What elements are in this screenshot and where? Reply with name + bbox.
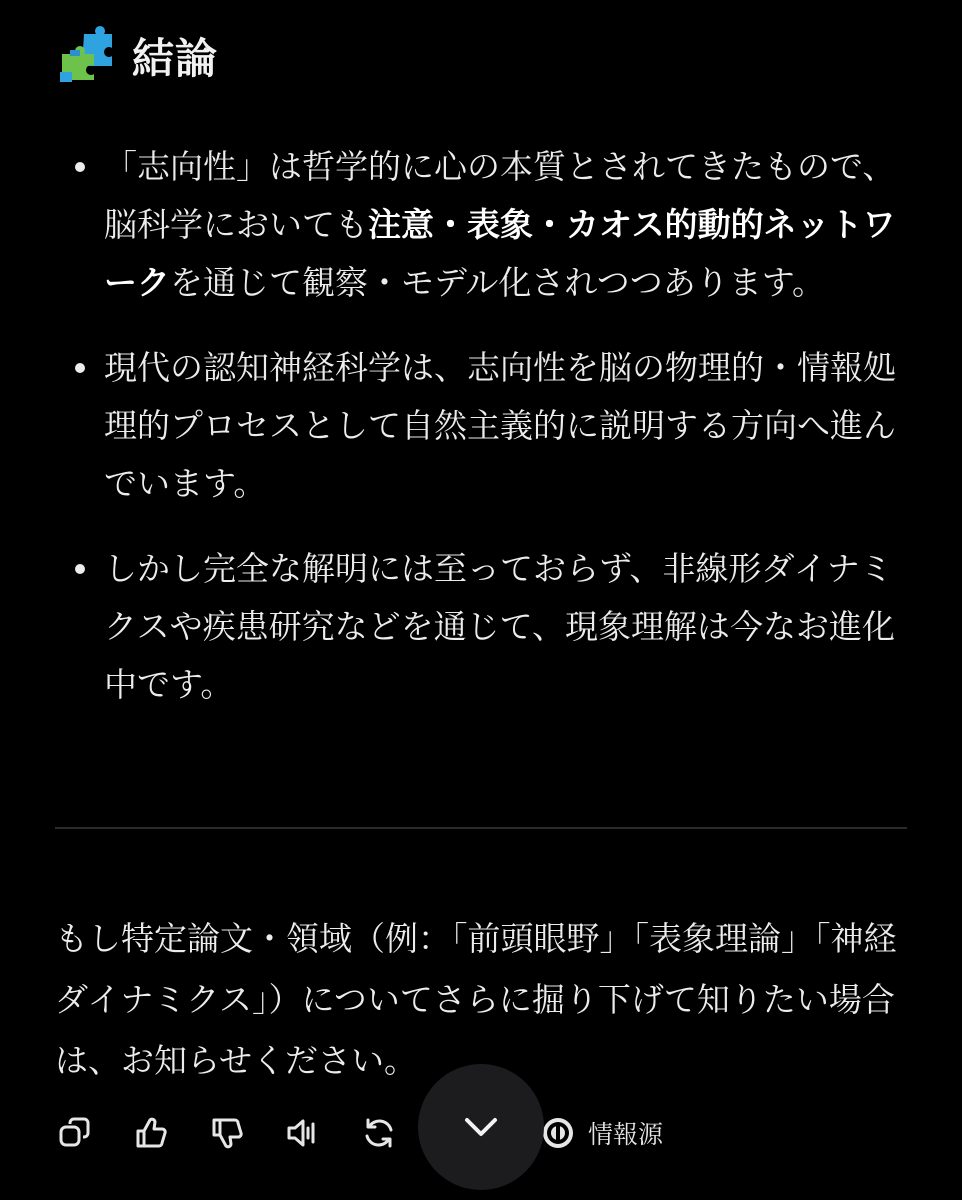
good-response-button[interactable] <box>128 1110 174 1156</box>
heading-title: 結論 <box>132 34 219 83</box>
section-heading <box>58 24 218 88</box>
thumbs-up-icon <box>133 1115 169 1151</box>
copy-button[interactable] <box>52 1110 98 1156</box>
regenerate-button[interactable] <box>356 1110 402 1156</box>
bullet-item-2 <box>72 339 902 513</box>
regenerate-icon <box>361 1115 397 1151</box>
chevron-down-icon <box>459 1105 503 1149</box>
thumbs-down-icon <box>209 1115 245 1151</box>
sources-label: 情報源 <box>588 1120 664 1149</box>
bullet-text: 現代の認知神経科学は、志向性を脳の物理的・情報処理的プロセスとして自然主義的に説明する方向へ進んでいます。 <box>104 348 896 503</box>
copy-icon <box>57 1115 93 1151</box>
bad-response-button[interactable] <box>204 1110 250 1156</box>
bullet-list <box>72 138 902 741</box>
closing-paragraph: もし特定論文・領域（例：「前頭眼野」「表象理論」「神経ダイナミクス」）についてさらに掘り下げて知りたい場合は、お知らせください。 <box>55 919 897 1080</box>
sources-button[interactable] <box>540 1110 663 1156</box>
bullet-item-1 <box>72 138 902 312</box>
bullet-text: を通じて観察・モデル化されつつあります。 <box>170 263 826 302</box>
read-aloud-button[interactable] <box>280 1110 326 1156</box>
bullet-item-3 <box>72 540 902 714</box>
bullet-text: しかし完全な解明には至っておらず、非線形ダイナミクスや疾患研究などを通じて、現象理解は今なお進化中です。 <box>104 549 896 704</box>
bullet-text: 「志向性」は哲学的に心の本質とされてきたもので、脳科学においても <box>104 147 896 244</box>
scroll-to-bottom-button[interactable] <box>418 1064 544 1190</box>
bullet-dot <box>75 162 85 172</box>
bullet-bold-text: 注意・表象・カオス的動的ネットワーク <box>104 205 896 302</box>
bullet-dot <box>75 363 85 373</box>
read-aloud-icon <box>285 1115 321 1151</box>
bullet-dot <box>75 564 85 574</box>
section-divider <box>55 827 907 829</box>
puzzle-piece-icon <box>58 26 116 86</box>
sources-icon <box>540 1115 576 1151</box>
